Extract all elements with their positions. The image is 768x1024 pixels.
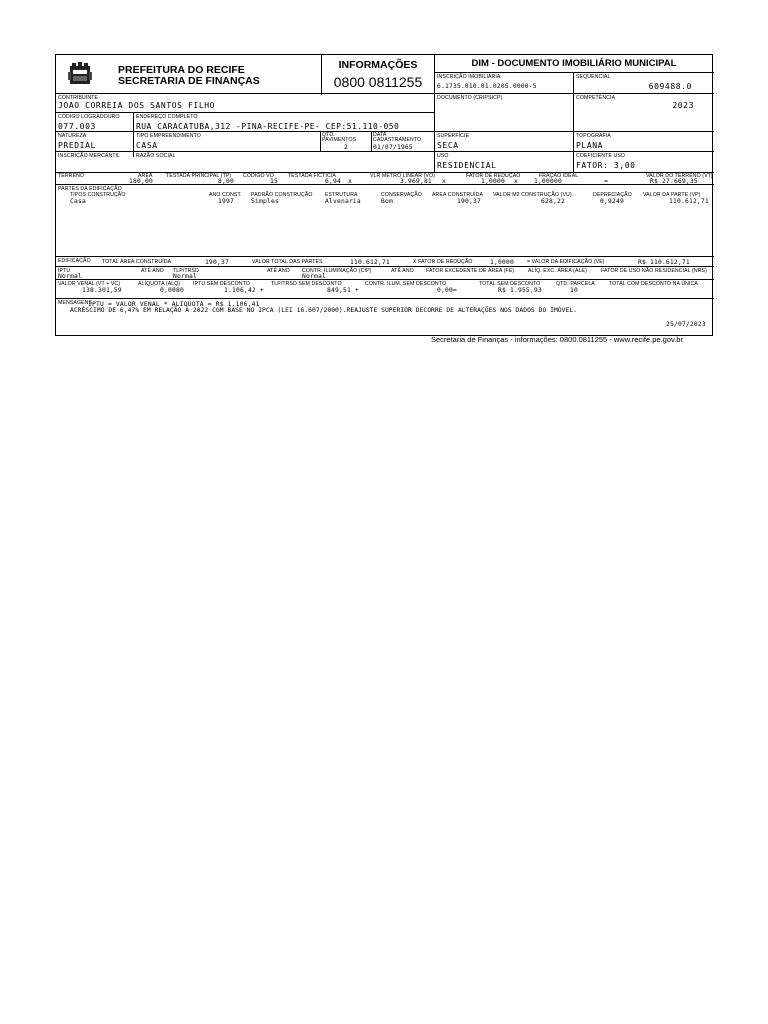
col-conservacao: CONSERVAÇÃO [381,192,422,198]
ate-ano-label-2: ATÉ ANO [267,268,290,274]
tlp-sem-desconto-value: 849,51 + [327,287,359,294]
mensagem-data: 25/07/2023 [666,321,706,328]
aliq-exc-label: ALÍQ. EXC. ÁREA (ALE) [528,268,587,274]
valor-terreno-label: VALOR DO TERRENO (VT) [646,173,713,179]
dim-document [55,54,713,336]
uso-value: RESIDENCIAL [437,161,497,170]
area-value: 180,00 [129,178,153,185]
area-label: ÁREA [138,173,153,179]
equals-sign: = [604,178,608,185]
contribuinte-label: CONTRIBUINTE [58,95,99,101]
coeficiente-uso-value: FATOR: 3,00 [576,161,636,170]
ate-ano-label-1: ATÉ ANO [141,268,164,274]
qtd-label: QTD. [322,132,335,138]
documento-label: DOCUMENTO (CRIPSICP) [437,95,503,101]
fracao-ideal-label: FRAÇÃO IDEAL [539,173,579,179]
testada-principal-label: TESTADA PRINCIPAL (TP) [166,173,232,179]
cell-conservacao: Bom [381,198,393,205]
fator-reducao-edif-value: 1,0000 [490,259,514,266]
tlp-sem-desconto-label: TLP/TRSD SEM DESCONTO [271,281,342,287]
competencia-value: 2023 [672,101,694,110]
cell-area: 190,37 [457,198,481,205]
valor-partes-value: 110.612,71 [350,259,390,266]
fator-nao-residencial-label: FATOR DE USO NÃO RESIDENCIAL (NRS) [601,268,707,274]
partes-edificacao-title: PARTES DA EDIFICAÇÃO [58,186,122,192]
cip-label: CONTR. ILUMINAÇÃO (CIP) [302,268,372,274]
cell-padrao: Simples [251,198,279,205]
inscricao-value: 6.1735.010.01.0205.0000-5 [437,83,537,90]
qtd-parcela-value: 10 [570,287,578,294]
testada-principal-value: 8,00 [218,178,234,185]
col-valor-parte: VALOR DA PARTE (VP) [643,192,701,198]
total-area-label: TOTAL ÁREA CONSTRUÍDA [102,259,172,265]
org-department: SECRETARIA DE FINANÇAS [118,75,260,87]
info-title: INFORMAÇÕES [338,59,418,71]
data-cadastramento-value: 01/07/1965 [373,144,413,151]
coat-of-arms-icon [68,62,92,86]
mensagem-linha-2: ACRÉSCIMO DE 6,47% EM RELAÇÃO A 2022 COM BASE NO IPCA (LEI 16.607/2000).REAJUSTE SUPERIOR DECORRE DE ALTERAÇÕES NOS DADOS DO IMÓVEL. [70,307,578,314]
total-com-desconto-label: TOTAL COM DESCONTO NA ÚNICA [609,281,698,287]
contribuinte-value: JOAO CORREIA DOS SANTOS FILHO [58,101,216,110]
codigo-logradouro-value: 077.003 [58,122,96,131]
vlr-metro-value: 3.969,81 [400,178,432,185]
iptu-sem-desconto-label: IPTU SEM DESCONTO [193,281,250,287]
total-area-value: 190,37 [205,259,229,266]
fator-reducao-edif-label: X FATOR DE REDUÇÃO [413,259,473,265]
tlp-label: TLP/TRSD [173,268,199,274]
col-tipos-construcao: TIPOS CONSTRUÇÃO [70,192,126,198]
inscricao-label: INSCRIÇÃO IMOBILIÁRIA [437,74,501,80]
endereco-value: RUA CARACATUBA,312 -PINA-RECIFE-PE- CEP:51.110-050 [136,122,400,131]
valor-terreno-value: R$ 27.669,35 [650,178,698,185]
codigo-vo-label: CÓDIGO VO [243,173,274,179]
multiply-sign-1: x [348,178,352,185]
fator-excedente-label: FATOR EXCEDENTE DE ÁREA (FE) [426,268,515,274]
aliquota-value: 0,0080 [160,287,184,294]
edificacao-label: EDIFICAÇÃO [58,258,91,264]
razao-social-label: RAZÃO SOCIAL [136,153,176,159]
superficie-value: SECA [437,141,459,150]
col-estrutura: ESTRUTURA [325,192,358,198]
cell-estrutura: Alvenaria [325,198,361,205]
sequencial-label: SEQUENCIAL [576,74,611,80]
terreno-label: TERRENO [58,173,85,179]
iptu-label: IPTU [58,268,71,274]
testada-ficticia-label: TESTADA FICTÍCIA [288,173,336,179]
fracao-ideal-value: 1,00000 [534,178,562,185]
col-ano-const: ANO CONST. [209,192,242,198]
valor-edificacao-label: = VALOR DA EDIFICAÇÃO (VE) [527,259,605,265]
pavimentos-label: PAVIMENTOS [322,137,357,143]
fator-reducao-value: 1,0000 [481,178,505,185]
tipo-empreendimento-label: TIPO EMPREENDIMENTO [136,133,201,139]
iptu-value: Normal [58,273,82,280]
col-area-construida: ÁREA CONSTRUÍDA [432,192,484,198]
valor-venal-label: VALOR VENAL (VT + VC) [58,281,121,287]
cadastramento-label: CADASTRAMENTO [373,137,422,143]
tlp-value: Normal [173,273,197,280]
valor-partes-label: VALOR TOTAL DAS PARTES [252,259,323,265]
coeficiente-uso-label: COEFICIENTE USO [576,153,626,159]
info-phone: 0800 0811255 [333,74,423,90]
sequencial-value: 609488.0 [648,82,692,91]
multiply-sign-2: x [442,178,446,185]
testada-ficticia-value: 6,94 [325,178,341,185]
topografia-label: TOPOGRAFIA [576,133,611,139]
cell-valor-parte: 110.612,71 [669,198,709,205]
vlr-metro-label: VLR METRO LINEAR (VO) [370,173,435,179]
col-depreciacao: DEPRECIAÇÃO [593,192,632,198]
cip-sem-desconto-value: 0,00= [437,287,457,294]
footer-text: Secretaria de Finanças - informações: 0800.0811255 - www.recife.pe.gov.br [431,335,683,344]
tipo-empreendimento-value: CASA [136,141,158,150]
codigo-vo-value: 15 [270,178,278,185]
col-valor-m2: VALOR M2 CONSTRUÇÃO (VU) [493,192,572,198]
valor-edificacao-value: R$ 110.612,71 [638,259,690,266]
superficie-label: SUPERFÍCIE [437,133,470,139]
codigo-logradouro-label: CÓDIGO LOGRADOURO [58,114,120,120]
ate-ano-label-3: ATÉ ANO [391,268,414,274]
qtd-parcela-label: QTD. PARCELA [556,281,595,287]
natureza-label: NATUREZA [58,133,87,139]
col-padrao-construcao: PADRÃO CONSTRUÇÃO [251,192,313,198]
mensagem-linha-1: IPTU = VALOR VENAL * ALIQUOTA = R$ 1.106,41 [88,301,260,308]
cip-value: Normal [302,273,326,280]
doc-title: DIM - DOCUMENTO IMOBILIÁRIO MUNICIPAL [471,58,677,69]
competencia-label: COMPETÊNCIA [576,95,616,101]
cell-tipo: Casa [70,198,86,205]
endereco-label: ENDEREÇO COMPLETO [136,114,198,120]
mensagens-label: MENSAGENS [58,300,93,306]
total-sem-desconto-label: TOTAL SEM DESCONTO [479,281,541,287]
aliquota-label: ALÍQUOTA (ALQ) [138,281,181,287]
uso-label: USO [437,153,449,159]
valor-venal-value: 138.301,59 [82,287,122,294]
natureza-value: PREDIAL [58,141,96,150]
multiply-sign-3: x [514,178,518,185]
data-label: DATA [373,132,387,138]
inscricao-mercantil-label: INSCRIÇÃO MERCANTIL [58,153,121,159]
fator-reducao-label: FATOR DE REDUÇÃO [466,173,521,179]
topografia-value: PLANA [576,141,604,150]
iptu-sem-desconto-value: 1.106,42 + [224,287,264,294]
org-name: PREFEITURA DO RECIFE [118,64,245,76]
cip-sem-desconto-label: CONTR. ILUM. SEM DESCONTO [365,281,447,287]
cell-depreciacao: 0,9249 [600,198,624,205]
cell-ano: 1997 [218,198,234,205]
total-sem-desconto-value: R$ 1.955,93 [498,287,542,294]
cell-valor-m2: 628,22 [541,198,565,205]
qtd-pavimentos-value: 2 [344,144,348,151]
